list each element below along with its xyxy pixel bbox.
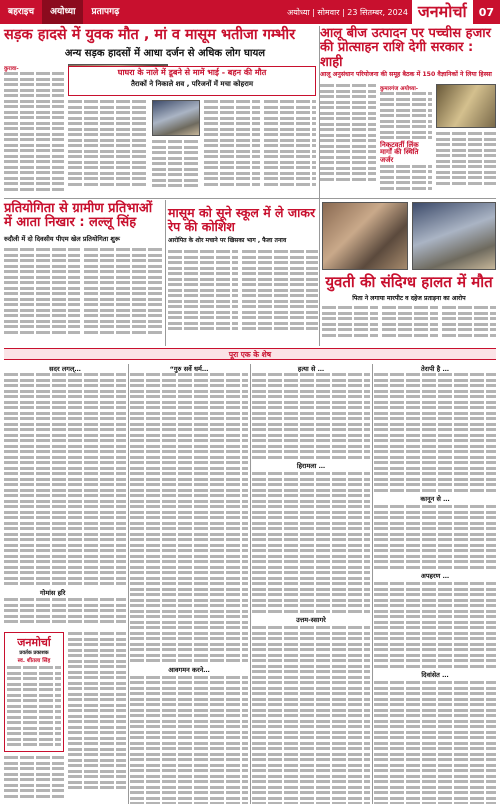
lead-headline: सड़क हादसे में युवक मौत , मां व मासूम भतीजा गम्भीर [4, 27, 296, 43]
column-1-heading: सदर लगल्… [49, 365, 81, 373]
column-3-subhead-1: हिरामला … [296, 462, 326, 470]
crime-text-2 [242, 250, 318, 344]
sub-story-text-4 [264, 100, 316, 196]
continued-column-1 [4, 364, 126, 586]
issue-date: अयोध्या | सोमवार | 23 सितम्बर, 2024 [287, 7, 408, 17]
sub-headline: घाघरा के नाले में डूबने से मामें भाई - बहन की मौत [117, 68, 267, 77]
sports-text-2 [84, 248, 162, 344]
column-2-heading: “गुरु सर्वे धर्म… [169, 365, 209, 373]
right-lead-text-1 [320, 84, 376, 196]
death-strap: पिता ने लगाया मारपीट व दहेज प्रताड़ना का आरोप [352, 295, 466, 302]
section-tab-bahraich[interactable]: बहराइच [8, 7, 35, 17]
lead-story-column [4, 64, 64, 196]
continued-column-4 [374, 364, 496, 804]
death-text-3 [442, 306, 496, 344]
woman-photo-2 [412, 202, 496, 270]
link-road-headline: निकटवर्ती लिंक मार्गों की स्थिति जर्जर [380, 140, 419, 164]
newspaper-logo: जनमोर्चा [412, 0, 473, 24]
crime-text-1 [168, 250, 238, 344]
section-tab-pratapgarh[interactable]: प्रतापगढ़ [91, 7, 120, 17]
death-text-2 [382, 306, 438, 344]
death-headline: युवती की संदिग्ध हालत में मौत [325, 273, 493, 291]
continued-from-page-one-strip: पूरा एक के शेष [4, 348, 496, 360]
right-lead-headline: आलू बीज उत्पादन पर पच्चीस हजार की प्रोत्साहन राशि देगी सरकार : शाही [320, 26, 491, 70]
masthead-info-box [4, 632, 64, 752]
section-tab-ayodhya[interactable]: अयोध्या [42, 0, 83, 24]
right-lead-text-3 [436, 132, 496, 196]
lead-dateline: कुरावा- [4, 66, 19, 72]
continued-column-1d [4, 756, 64, 804]
sports-text-1 [4, 248, 80, 344]
column-rule-1 [128, 364, 129, 804]
masthead-box-title: जनमोर्चा [17, 636, 51, 649]
continued-column-3 [252, 364, 370, 804]
crime-headline: मासूम को सूने स्कूल में ले जाकर रेप की कोशिश [168, 205, 316, 234]
column-4-subhead-2: अपहरण … [420, 572, 450, 580]
column-rule-top-1 [165, 200, 166, 346]
column-3-heading: हत्या से … [297, 365, 325, 373]
lead-story-text [4, 72, 64, 191]
sports-strap: रुदौली में दो दिवसीय पीएम खेल प्रतियोगिता शुरू [4, 235, 120, 243]
continued-column-1c [68, 632, 126, 804]
sub-story-box [68, 66, 316, 96]
death-text-1 [322, 306, 378, 344]
sub-story-text-2 [152, 140, 200, 196]
column-rule-3 [372, 364, 373, 804]
woman-photo-1 [322, 202, 408, 270]
scientist-meeting-photo [436, 84, 496, 128]
column-rule-2 [250, 364, 251, 804]
crime-strap: आरोपित के शोर मचाने पर खिसका भाग , फैला तनाव [168, 237, 287, 244]
column-4-heading: तेरापी है … [421, 365, 449, 373]
sub-strap: तैराकों ने निकाले शव , परिजनों में मचा कोहराम [130, 79, 254, 88]
masthead-box-line-1: प्रवर्तक प्रकाशक [19, 650, 49, 656]
lead-strap: अन्य सड़क हादसों में आधा दर्जन से अधिक लोग घायल [64, 48, 266, 59]
sub-story-text-1 [68, 100, 148, 196]
right-lead-dateline: कुमारगंज अयोध्या- [380, 86, 419, 92]
section-divider [4, 198, 496, 199]
right-lead-strap: आलू अनुसंधान परियोजना की समूह बैठक में 150 वैज्ञानिकों ने लिया हिस्सा [320, 71, 492, 78]
masthead-box-line-2: स्व. शीतला सिंह [17, 658, 51, 664]
column-1-subhead: गोमांस हरि [40, 589, 66, 597]
column-4-subhead-1: कानून से … [420, 495, 450, 503]
drowning-photo [152, 100, 200, 136]
page-number: 07 [478, 5, 494, 19]
continued-column-2 [130, 364, 248, 804]
sports-headline: प्रतियोगिता से ग्रामीण प्रतिभाओं में आता निखार : लल्लू सिंह [4, 201, 153, 231]
page-header-bar [0, 0, 500, 24]
column-4-subhead-3: दिवांसेत … [421, 671, 449, 679]
column-3-subhead-2: उत्तम-स्सागरे [296, 616, 326, 624]
sub-story-text-3 [204, 100, 260, 196]
continued-column-1b [4, 598, 126, 628]
column-2-subhead: आवगमन करने… [168, 665, 210, 674]
column-rule-top-2 [319, 26, 320, 346]
right-lead-column-2 [380, 84, 432, 196]
